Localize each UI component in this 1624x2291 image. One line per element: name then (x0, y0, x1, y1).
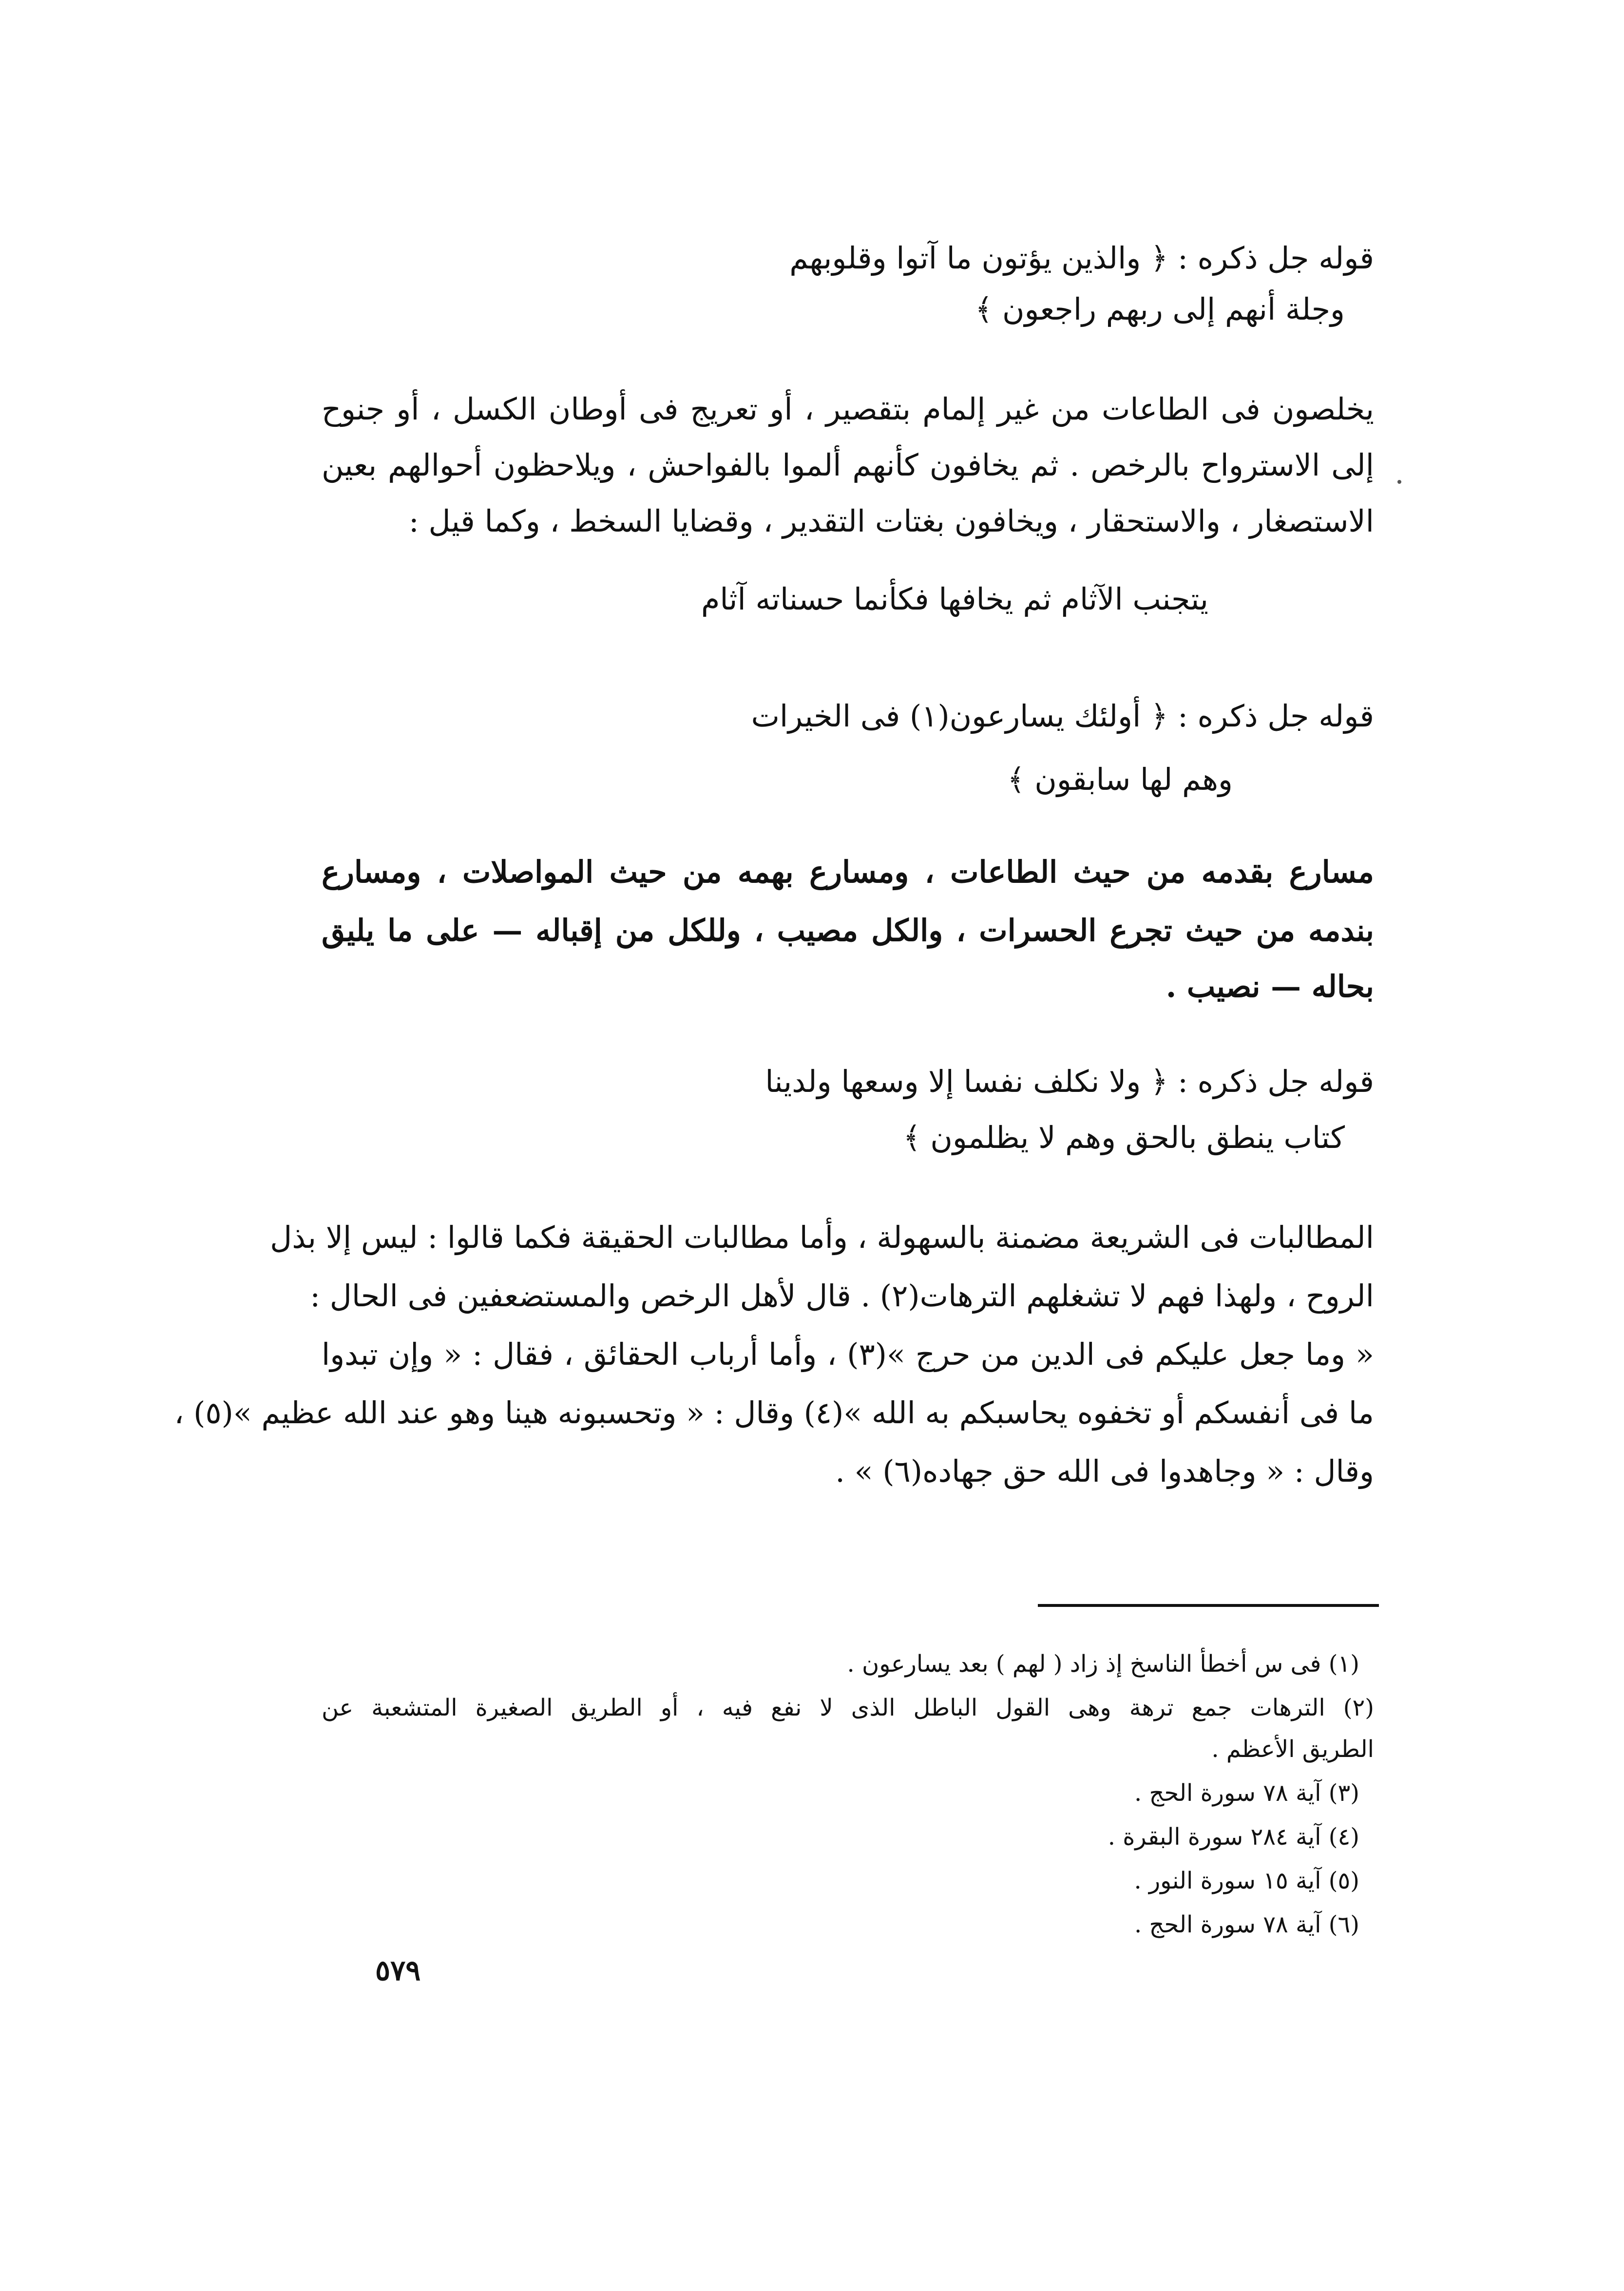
footnote: (٦) آية ٧٨ سورة الحج . (1134, 1911, 1359, 1938)
footnote: (٣) آية ٧٨ سورة الحج . (1134, 1779, 1359, 1807)
paragraph-line: الاستصغار ، والاستحقار ، ويخافون بغتات التقدير ، وقضايا السخط ، وكما قيل : (408, 503, 1374, 539)
paragraph-line: « وما جعل عليكم فى الدين من حرج »(٣) ، وأما أرباب الحقائق ، فقال : « وإن تبدوا (322, 1336, 1374, 1372)
verse-heading-line: قوله جل ذكره : ﴿ والذين يؤتون ما آتوا وقلوبهم (789, 240, 1374, 276)
footnote: (٢) الترهات جمع ترهة وهى القول الباطل الذى لا نفع فيه ، أو الطريق الصغيرة المتشعبة عن (322, 1694, 1374, 1721)
paragraph-line: ما فى أنفسكم أو تخفوه يحاسبكم به الله »(٤) وقال : « وتحسبونه هينا وهو عند الله عظيم »(٥) ، (174, 1395, 1374, 1431)
paragraph-line: يخلصون فى الطاعات من غير إلمام بتقصير ، أو تعريج فى أوطان الكسل ، أو جنوح (322, 391, 1374, 427)
verse-heading-line: كتاب ينطق بالحق وهم لا يظلمون ﴾ (903, 1120, 1345, 1155)
footnote: الطريق الأعظم . (1211, 1736, 1374, 1763)
paragraph-line: بندمه من حيث تجرع الحسرات ، والكل مصيب ، وللكل من إقباله — على ما يليق (322, 913, 1374, 948)
verse-heading-line: قوله جل ذكره : ﴿ ولا نكلف نفسا إلا وسعها ولدينا (765, 1064, 1374, 1099)
paragraph-line: المطالبات فى الشريعة مضمنة بالسهولة ، وأما مطالبات الحقيقة فكما قالوا : ليس إلا بذل (270, 1220, 1374, 1255)
page-number: ٥٧٩ (375, 1954, 421, 1987)
paragraph-line: وقال : « وجاهدوا فى الله حق جهاده(٦) » . (835, 1453, 1374, 1489)
poetry-line: يتجنب الآثام ثم يخافها فكأنما حسناته آثام (701, 581, 1208, 617)
paragraph-line: إلى الاسترواح بالرخص . ثم يخافون كأنهم ألموا بالفواحش ، ويلاحظون أحوالهم بعين (322, 447, 1374, 483)
footnote: (١) فى س أخطأ الناسخ إذ زاد ( لهم ) بعد يسارعون . (847, 1650, 1359, 1678)
paragraph-line: بحاله — نصيب . (1165, 969, 1374, 1004)
footnote: (٥) آية ١٥ سورة النور . (1134, 1867, 1359, 1894)
footnotes (174, 0, 1374, 1949)
scan-speck (1397, 480, 1401, 484)
verse-heading-line: وجلة أنهم إلى ربهم راجعون ﴾ (974, 291, 1345, 327)
paragraph-line: مسارع بقدمه من حيث الطاعات ، ومسارع بهمه من حيث المواصلات ، ومسارع (322, 854, 1374, 890)
footnote: (٤) آية ٢٨٤ سورة البقرة . (1108, 1823, 1359, 1851)
verse-heading-line: وهم لها سابقون ﴾ (1007, 762, 1233, 797)
verse-heading-line: قوله جل ذكره : ﴿ أولئك يسارعون(١) فى الخيرات (751, 698, 1374, 734)
paragraph-line: الروح ، ولهذا فهم لا تشغلهم الترهات(٢) . قال لأهل الرخص والمستضعفين فى الحال : (310, 1278, 1374, 1314)
